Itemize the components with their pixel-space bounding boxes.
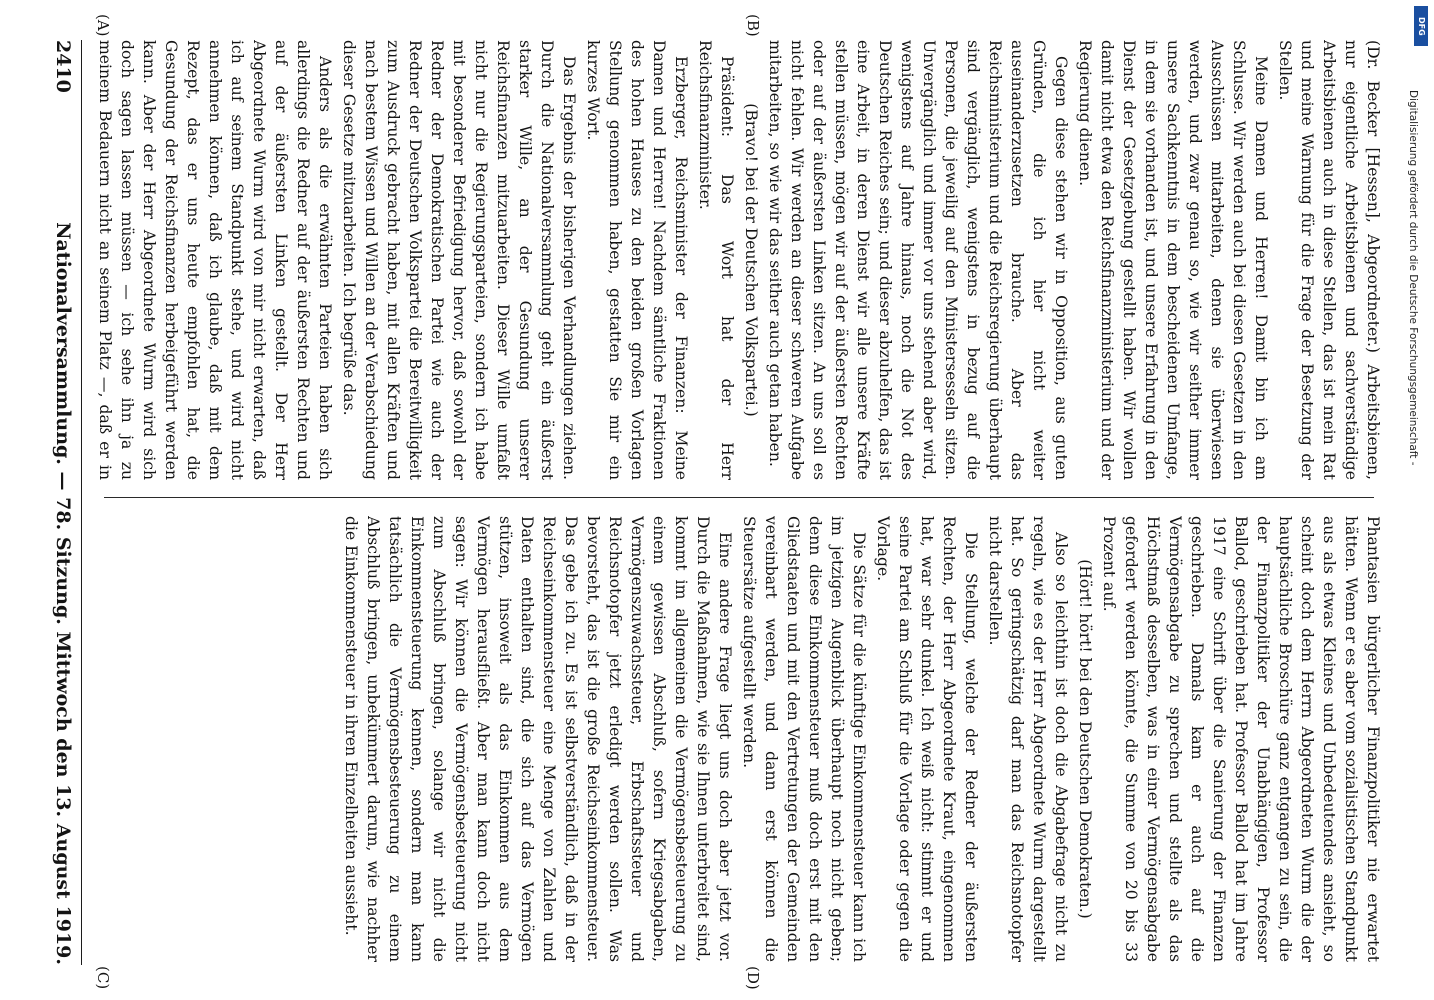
interjection: (Bravo! bei der Deutschen Volkspartei.) [742,103,760,417]
paragraph: Meine Damen und Herren! Damit bin ich am Schlusse. Wir werden auch bei diesen Gesetzen in den Ausschüssen mitarbeiten, denen sie überwiesen werden, und zwar genau so, wie wir seither immer unsere Sachkenntnis in dem bescheidenen Umfange, in dem sie vorhanden ist, und unsere Erfahrung in den Dienst der Gesetzgebung gestellt haben. Wir wollen damit nicht etwa den Reichsfinanzministerium und der Regierung dienen. [1076,40,1270,480]
paragraph: Das Ergebnis der bisherigen Verhandlungen ziehen. Durch die Nationalversammlung geht ein äußerst starker Wille, an der Gesundung unserer Reichsfinanzen mitzuarbeiten. Dieser Wille umfaßt nicht nur die Regierungsparteien, sondern ich habe mit besonderer Befriedigung hervor, daß sowohl der Redner der Demokratischen Partei wie auch der Redner der Deutschen Volkspartei die Bereitwilligkeit zum Ausdruck gebracht haben, mit allen Kräften und nach bestem Wissen und Willen an der Verabschiedung dieser Gesetze mitzuarbeiten. Ich begrüße das. [340,40,578,480]
margin-letter-a: (A) [94,14,112,37]
left-column [94,40,1384,480]
margin-letter-c: (C) [94,966,112,990]
speaker-paragraph: Präsident: Das Wort hat der Herr Reichsfinanzminister. [696,40,736,480]
paragraph: Gegen diese stehen wir in Opposition, aus guten Gründen, die ich hier nicht weiter auseinanderzusetzen brauche. Aber das Reichsministerium und die Reichsregierung überhaupt sind vergänglich, wenigstens in bezug auf die Personen, die jeweilig auf den Ministersesseln sitzen. Unvergänglich und immer vor uns stehend aber wird, wenigstens auf Jahre hinaus, noch die Not des Deutschen Reiches sein; und dieser abzuhelfen, das ist eine Arbeit, in deren Dienst wir alle unsere Kräfte stellen müssen, mögen wir auf der äußersten Rechten oder auf der äußersten Linken sitzen. An uns soll es nicht fehlen. Wir werden an dieser schweren Aufgabe mitarbeiten, so wie wir das seither auch getan haben. [766,40,1070,480]
running-header [50,40,74,965]
margin-letter-b: (B) [744,14,762,37]
paragraph: (Dr. Becker [Hessen], Abgeordneter.) Arbeitsbienen, nur eigentliche Arbeitsbienen und sachverständige Arbeitsbienen auch in diese Stellen, das ist mein Rat und meine Warnung für die Frage der Besetzung der Stellen. [1276,40,1382,480]
right-column [94,516,1384,962]
header-rule [81,40,82,965]
margin-letter-d: (D) [744,966,762,990]
paragraph: Anders als die erwähnten Parteien haben sich allerdings die Redner auf der äußersten Rechten und auf der äußersten Linken gestellt. Der Herr Abgeordnete Wurm wird von mir nicht erwarten, daß ich auf seinem Standpunkt stehe, und wird nicht annehmen können, daß ich glaube, daß mit dem Rezept, das er uns heute empfohlen hat, die Gesundung der Reichsfinanzen herbeigeführt werden kann. Aber der Herr Abgeordnete Wurm wird sich doch sagen lassen müssen — ich sehe ihn ja zu meinem Bedauern nicht an seinem Platz —, daß er in [96,40,334,480]
paragraph: Die Sätze für die künftige Einkommensteuer kann ich im jetzigen Augenblick überhaupt noch nicht geben; denn diese Einkommensteuer muß doch erst mit den Gliedstaaten und mit den Vertretungen der Gemeinden vereinbart werden, und dann erst können die Steuersätze aufgestellt werden. [740,516,868,962]
column-divider [104,497,1374,498]
dfg-logo: DFG [1414,6,1428,46]
interjection: (Hört! hört! bei den Deutschen Demokraten.) [1076,559,1094,919]
paragraph: Phantasien bürgerlicher Finanzpolitiker nie erwartet hätten. Wenn er es aber vom sozialistischen Standpunkt aus als etwas Kleines und Unbedeutendes ansieht, so scheint doch dem Herrn Abgeordneten Wurm die der hauptsächliche Broschüre ganz entgangen zu sein, die der Finanzpolitiker der Unabhängigen, Professor Ballod, geschrieben hat. Professor Ballod hat im Jahre 1917 eine Schrift über die Sanierung der Finanzen geschrieben. Damals kam er auch auf die Vermögensabgabe zu sprechen und stellte als das Höchstmaß desselben, was in einer Vermögensabgabe gefordert werden könnte, die Summe von 20 bis 33 Prozent auf. [1100,516,1382,962]
header-title: Nationalversammlung. — 78. Sitzung. Mittwoch den 13. August 1919. [52,222,74,965]
paragraph: Die Stellung, welche der Redner der äußersten Rechten, der Herr Abgeordnete Kraut, eingenommen hat, war sehr dunkel. Ich weiß nicht: stimmt er und seine Partei am Schluß für die Vorlage oder gegen die Vorlage. [874,516,980,962]
page-number: 2410 [52,40,74,93]
credit-text: Digitalisierung gefördert durch die Deutsche Forschungsgemeinschaft - [1407,90,1419,466]
digitization-credit [1402,90,1424,980]
paragraph: Eine andere Frage liegt uns doch aber jetzt vor. Durch die Maßnahmen, wie sie Ihnen unterbreitet sind, kommt im allgemeinen die Vermögensbesteuerung zu einem gewissen Abschluß, sofern Kriegsabgaben, Vermögenszuwachssteuer, Erbschaftssteuer und Reichsnotopfer jetzt erledigt werden sollen. Was bevorsteht, das ist die große Reichseinkommensteuer. Das gebe ich zu. Es ist selbstverständlich, daß in der Reichseinkommensteuer eine Menge von Zahlen und Daten enthalten sind, die sich auf das Vermögen stützen, insoweit als das Einkommen aus dem Vermögen herausfließt. Aber man kann doch nicht sagen: Wir können die Vermögensbesteuerung nicht zum Abschluß bringen, solange wir nicht die Einkommensteuerung kennen, sondern man kann tatsächlich die Vermögensbesteuerung zu einem Abschluß bringen, unbekümmert darum, wie nachher die Einkommensteuer in ihren Einzelheiten aussieht. [342,516,734,962]
paragraph: Also so leichthin ist doch die Abgabefrage nicht zu regeln, wie es der Herr Abgeordnete Wurm dargestellt hat. So geringschätzig darf man das Reichsnotopfer nicht darstellen. [986,516,1070,962]
speaker-paragraph: Erzberger, Reichsminister der Finanzen: Meine Damen und Herren! Nachdem sämtliche Fraktionen des hohen Hauses zu den beiden großen Vorlagen Stellung genommen haben, gestatten Sie mir ein kurzes Wort. [584,40,690,480]
